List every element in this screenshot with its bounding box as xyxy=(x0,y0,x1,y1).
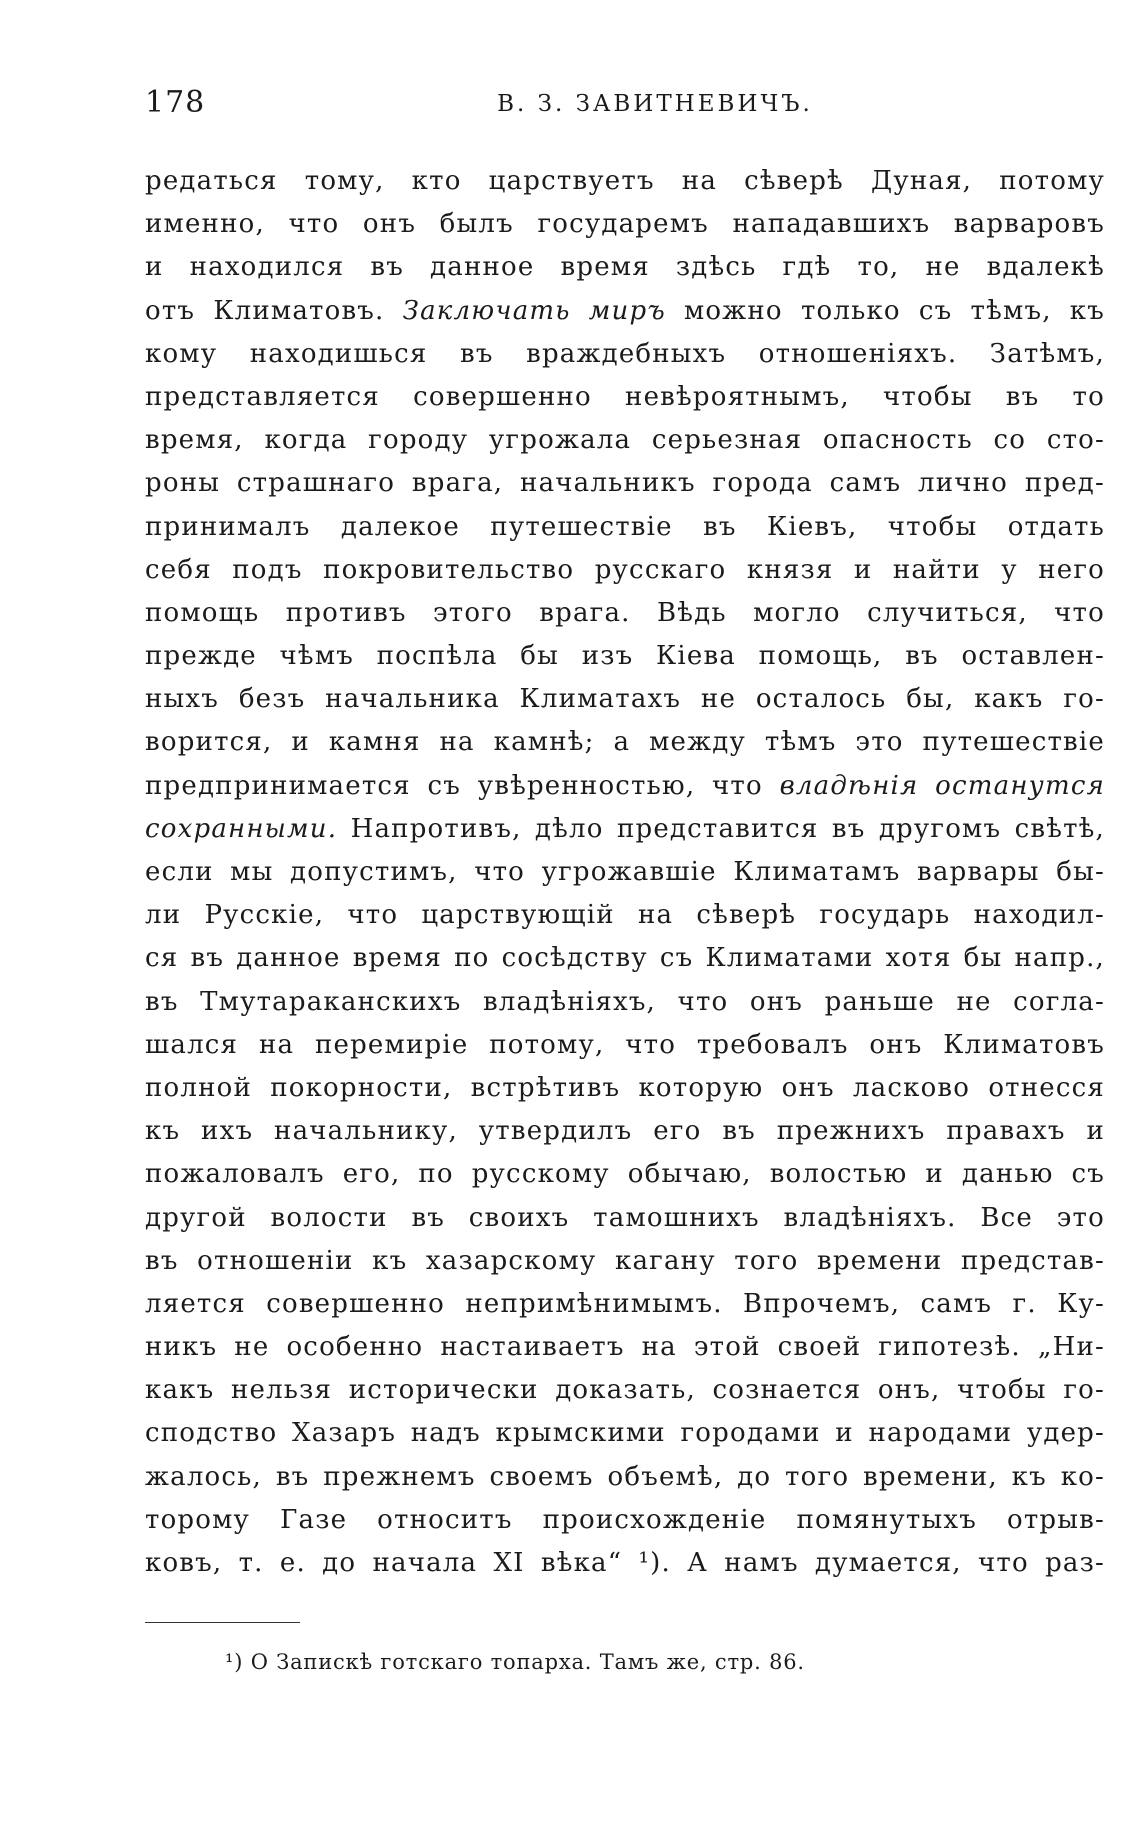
text-segment: роны страшнаго врага, начальникъ города самъ лично пред- xyxy=(145,468,1105,499)
text-line xyxy=(145,808,1105,851)
text-line xyxy=(145,721,1105,764)
text-segment: жалось, въ прежнемъ своемъ объемѣ, до того времени, къ ко- xyxy=(145,1461,1105,1492)
text-segment: пожаловалъ его, по русскому обычаю, волостью и данью съ xyxy=(145,1159,1105,1190)
text-line xyxy=(145,1326,1105,1369)
text-segment: ковъ, т. е. до начала XI вѣка“ ¹). А намъ думается, что раз- xyxy=(145,1548,1105,1578)
text-line xyxy=(145,246,1105,289)
text-segment: какъ нельзя исторически доказать, сознается онъ, чтобы го- xyxy=(145,1375,1105,1406)
text-line xyxy=(145,376,1105,419)
footnote xyxy=(225,1650,805,1674)
text-line xyxy=(145,333,1105,376)
running-title: В. З. ЗАВИТНЕВИЧЪ. xyxy=(497,91,813,117)
text-line xyxy=(145,1024,1105,1067)
text-segment: ныхъ безъ начальника Климатахъ не осталось бы, какъ го- xyxy=(145,684,1105,715)
text-segment: къ ихъ начальнику, утвердилъ его въ прежнихъ правахъ и xyxy=(145,1116,1105,1147)
text-segment: въ Тмутараканскихъ владѣніяхъ, что онъ раньше не согла- xyxy=(145,986,1105,1017)
text-segment: въ отношеніи къ хазарскому кагану того времени представ- xyxy=(145,1245,1105,1276)
italic-text-segment: сохранными. xyxy=(145,813,338,844)
text-line xyxy=(145,765,1105,808)
text-segment: редаться тому, кто царствуетъ на сѣверѣ Дуная, потому xyxy=(145,166,1105,196)
text-segment: принималъ далекое путешествіе въ Кіевъ, чтобы отдать xyxy=(145,511,1105,542)
text-segment: полной покорности, встрѣтивъ которую онъ ласково отнесся xyxy=(145,1072,1105,1103)
text-line xyxy=(145,203,1105,246)
text-segment: предпринимается съ увѣренностью, что xyxy=(145,770,780,801)
text-line xyxy=(145,1240,1105,1283)
text-segment: кому находишься въ враждебныхъ отношеніяхъ. Затѣмъ, xyxy=(145,338,1105,369)
italic-text-segment: владѣнія останутся xyxy=(779,770,1105,801)
text-line xyxy=(145,160,1105,203)
text-segment: ли Русскіе, что царствующій на сѣверѣ государь находил- xyxy=(145,900,1105,931)
text-segment: Напротивъ, дѣло представится въ другомъ свѣтѣ, xyxy=(337,813,1105,844)
text-line xyxy=(145,1456,1105,1499)
text-line xyxy=(145,894,1105,937)
text-segment: никъ не особенно настаиваетъ на этой своей гипотезѣ. „Ни- xyxy=(145,1332,1105,1363)
text-segment: помощь противъ этого врага. Вѣдь могло случиться, что xyxy=(145,597,1105,628)
text-line xyxy=(145,1067,1105,1110)
text-segment: торому Газе относитъ происхожденіе помянутыхъ отрыв- xyxy=(145,1504,1105,1535)
text-line xyxy=(145,506,1105,549)
text-segment: представляется совершенно невѣроятнымъ, чтобы въ то xyxy=(145,381,1105,412)
text-segment: время, когда городу угрожала серьезная опасность со сто- xyxy=(145,425,1105,456)
text-line xyxy=(145,549,1105,592)
text-line xyxy=(145,1412,1105,1455)
page-number: 178 xyxy=(145,85,206,120)
text-line xyxy=(145,937,1105,980)
text-line xyxy=(145,1369,1105,1412)
text-line xyxy=(145,981,1105,1024)
text-segment: именно, что онъ былъ государемъ нападавшихъ варваровъ xyxy=(145,209,1105,240)
text-line xyxy=(145,678,1105,721)
text-segment: отъ Климатовъ. xyxy=(145,295,403,326)
text-line xyxy=(145,290,1105,333)
text-segment: ся въ данное время по сосѣдству съ Климатами хотя бы напр., xyxy=(145,943,1105,974)
text-line xyxy=(145,1542,1105,1585)
text-line xyxy=(145,592,1105,635)
italic-text-segment: Заключать миръ xyxy=(402,295,666,326)
text-segment: прежде чѣмъ поспѣла бы изъ Кіева помощь, въ оставлен- xyxy=(145,641,1105,672)
footnote-text: О Запискѣ готскаго топарха. Тамъ же, стр. 86. xyxy=(250,1650,805,1674)
text-line xyxy=(145,1283,1105,1326)
footnote-marker: ¹) xyxy=(225,1650,244,1674)
text-line xyxy=(145,1153,1105,1196)
text-segment: и находился въ данное время здѣсь гдѣ то, не вдалекѣ xyxy=(145,252,1105,283)
text-line xyxy=(145,462,1105,505)
page-header xyxy=(145,85,1105,125)
body-text xyxy=(145,160,1105,1585)
text-segment: сподство Хазаръ надъ крымскими городами и народами удер- xyxy=(145,1418,1105,1449)
text-segment: если мы допустимъ, что угрожавшіе Климатамъ варвары бы- xyxy=(145,857,1105,887)
text-line xyxy=(145,635,1105,678)
text-line xyxy=(145,1499,1105,1542)
text-segment: ляется совершенно непримѣнимымъ. Впрочемъ, самъ г. Ку- xyxy=(145,1288,1105,1319)
text-segment: ворится, и камня на камнѣ; а между тѣмъ это путешествіе xyxy=(145,727,1105,758)
text-line xyxy=(145,1197,1105,1240)
text-segment: можно только съ тѣмъ, къ xyxy=(665,295,1105,326)
text-line xyxy=(145,419,1105,462)
text-line xyxy=(145,1110,1105,1153)
footnote-divider xyxy=(145,1622,300,1623)
text-segment: себя подъ покровительство русскаго князя и найти у него xyxy=(145,554,1105,585)
text-segment: другой волости въ своихъ тамошнихъ владѣніяхъ. Все это xyxy=(145,1202,1105,1233)
text-line xyxy=(145,851,1105,894)
text-segment: шался на перемиріе потому, что требовалъ онъ Климатовъ xyxy=(145,1029,1105,1060)
